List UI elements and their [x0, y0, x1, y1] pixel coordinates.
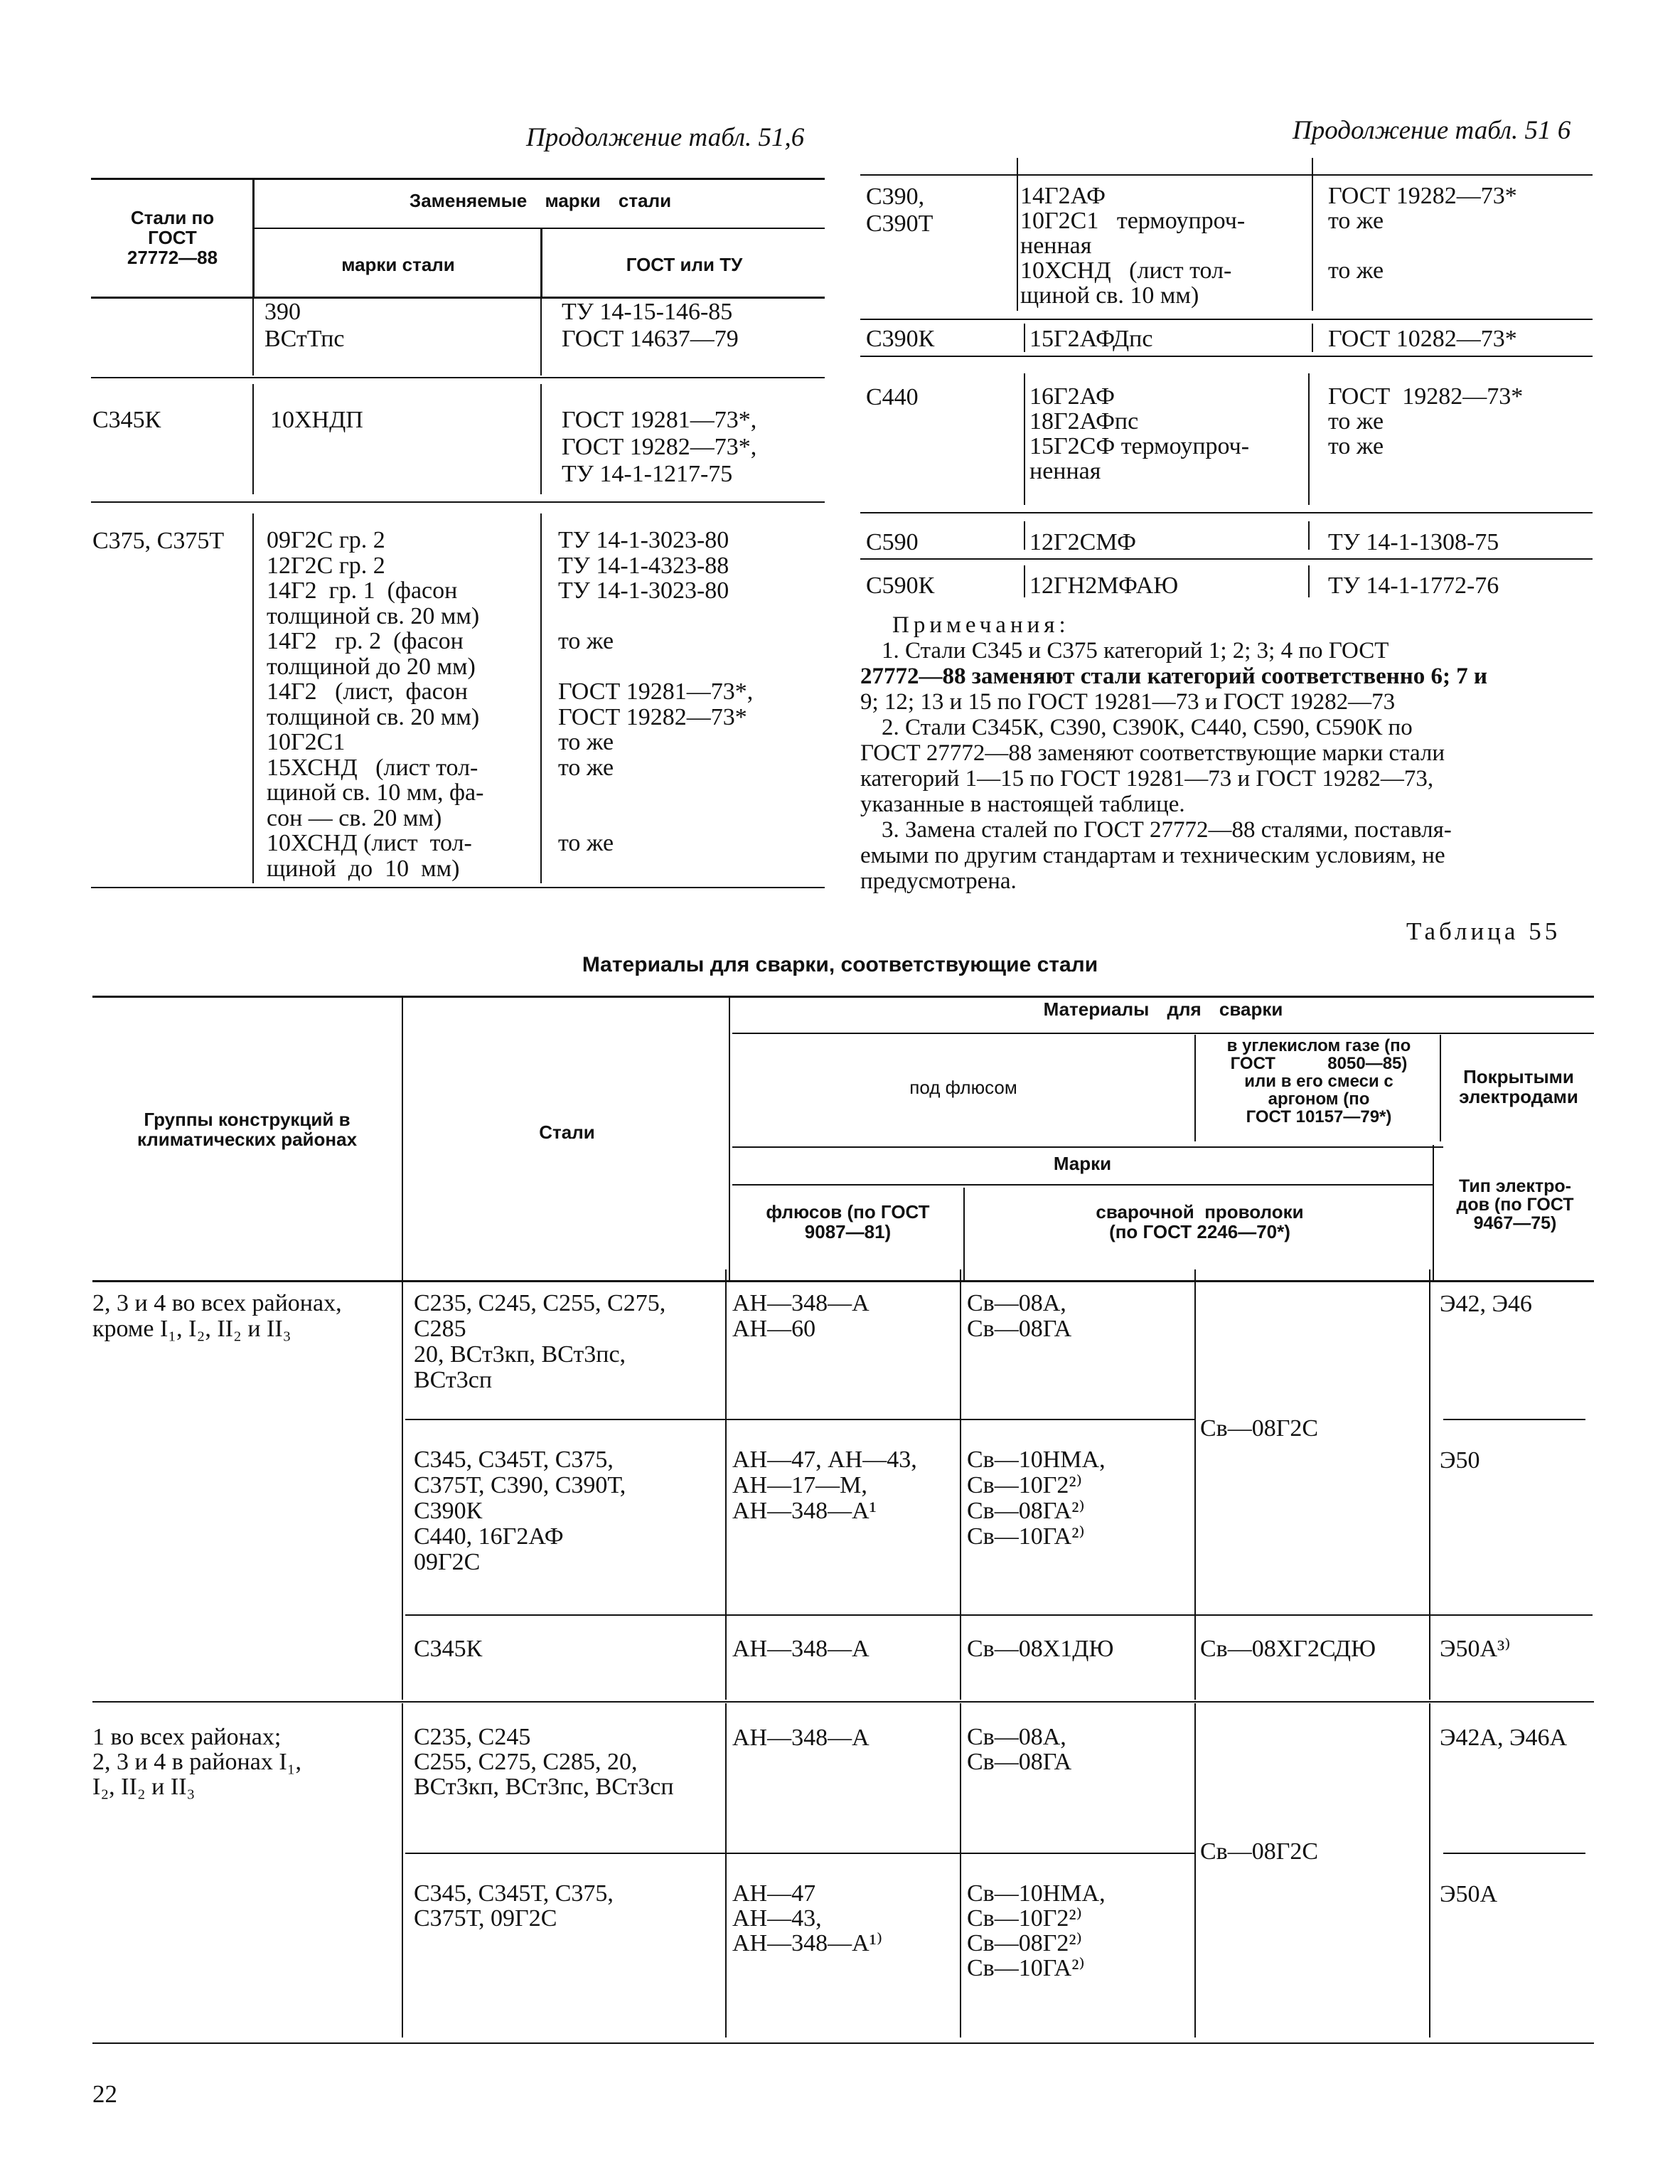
page-number: 22: [92, 2080, 117, 2108]
rule: [252, 384, 254, 494]
table-cell: ГОСТ 19282—73* то же то же: [1328, 383, 1524, 459]
header-flux: флюсов (по ГОСТ 9087—81): [766, 1201, 930, 1242]
rule: [1429, 1269, 1430, 1700]
table-cell: ГОСТ 10282—73*: [1328, 326, 1517, 352]
rule: [402, 996, 403, 1280]
table-cell: С390, С390Т: [866, 183, 933, 237]
rule: [540, 297, 542, 375]
rule: [91, 501, 825, 503]
table-cell: ТУ 14-1-1308-75: [1328, 529, 1499, 555]
table-cell: С345К: [414, 1636, 483, 1662]
rule: [92, 996, 1594, 998]
header-wire: сварочной проволоки (по ГОСТ 2246—70*): [1096, 1201, 1304, 1242]
table-cell: Св—10НМА, Св—10Г2²⁾ Св—08Г2²⁾ Св—10ГА²⁾: [967, 1880, 1106, 1981]
rule: [732, 1146, 1443, 1148]
rule: [860, 319, 1593, 320]
header-groups: Группы конструкций в климатических районах: [137, 1109, 358, 1150]
rule: [540, 513, 542, 883]
rule: [405, 1419, 1194, 1420]
header-electrode-type: Тип электро- дов (по ГОСТ 9467—75): [1456, 1176, 1574, 1233]
continuation-title-left: Продолжение табл. 51,6: [526, 123, 805, 152]
table-cell: АН—348—А: [732, 1636, 870, 1662]
header-replaced-grades: Заменяемые марки стали: [409, 190, 672, 211]
rule: [92, 2042, 1594, 2044]
rule: [402, 1703, 403, 2037]
table-cell: ТУ 14-1-1772-76: [1328, 572, 1499, 599]
rule: [732, 1184, 1433, 1186]
note-line: 27772—88 заменяют стали категорий соответственно 6; 7 и: [860, 664, 1487, 689]
table-cell: Э42, Э46: [1440, 1291, 1532, 1317]
rule: [725, 1269, 727, 1700]
header-steels: Стали: [539, 1122, 595, 1143]
table-cell: Э42А, Э46А: [1440, 1725, 1567, 1751]
header-gost-tu: ГОСТ или ТУ: [626, 254, 743, 275]
table-cell: 16Г2АФ 18Г2АФпс 15Г2СФ термоупроч- ненная: [1029, 383, 1250, 484]
table-cell: ТУ 14-15-146-85 ГОСТ 14637—79: [562, 299, 739, 352]
rule: [91, 377, 825, 378]
rule: [1308, 565, 1310, 597]
rule: [860, 558, 1593, 560]
table-cell: Э50: [1440, 1447, 1480, 1474]
rule: [92, 1701, 1594, 1703]
notes-title: Примечания:: [892, 612, 1070, 638]
rule: [1194, 1035, 1196, 1141]
table-cell: 14Г2АФ 10Г2С1 термоупроч- ненная 10ХСНД (лист тол- щиной св. 10 мм): [1020, 183, 1246, 309]
table-cell: ГОСТ 19282—73* то же то же: [1328, 183, 1517, 284]
table-cell: Св—08А, Св—08ГА: [967, 1724, 1072, 1775]
rule: [960, 1269, 961, 1700]
table-cell: Св—08А, Св—08ГА: [967, 1290, 1072, 1342]
rule: [252, 228, 825, 229]
table-cell: ТУ 14-1-3023-80 ТУ 14-1-4323-88 ТУ 14-1-3023-80 то же ГОСТ 19281—73*, ГОСТ 19282—73* то же то же то же: [558, 527, 754, 856]
header-under-flux: под флюсом: [909, 1077, 1017, 1098]
table-cell: АН—47 АН—43, АН—348—А¹⁾: [732, 1880, 883, 1956]
rule: [1024, 521, 1025, 550]
table-cell: 15Г2АФДпс: [1029, 326, 1153, 352]
rule: [725, 1703, 727, 2037]
rule: [1443, 1419, 1585, 1420]
header-coated: Покрытыми электродами: [1459, 1066, 1578, 1107]
header-steel-gost: Стали по ГОСТ 27772—88: [127, 207, 218, 268]
rule: [732, 1033, 1594, 1034]
rule: [963, 1188, 965, 1280]
table-cell: С235, С245, С255, С275, С285 20, ВСт3кп, ВСт3пс, ВСт3сп: [414, 1290, 666, 1393]
rule: [1194, 1269, 1196, 1700]
table-cell: 12Г2СМФ: [1029, 529, 1136, 555]
rule: [860, 512, 1593, 513]
table-cell: 390 ВСтТпс: [264, 299, 345, 352]
rule: [1308, 373, 1310, 505]
rule: [252, 178, 255, 297]
table-cell: АН—348—А АН—60: [732, 1290, 870, 1342]
table-label: Таблица 55: [1406, 917, 1561, 945]
table-cell: С345, С345Т, С375, С375Т, 09Г2С: [414, 1880, 614, 1932]
note-line: 2. Стали С345К, С390, С390К, С440, С590, С590К по: [882, 715, 1413, 740]
table-cell: АН—47, АН—43, АН—17—М, АН—348—А¹: [732, 1447, 917, 1524]
rule: [1024, 373, 1025, 505]
note-line: ГОСТ 27772—88 заменяют соответствующие марки стали: [860, 740, 1445, 766]
note-line: емыми по другим стандартам и техническим условиям, не: [860, 843, 1445, 868]
header-marks: Марки: [1053, 1153, 1112, 1174]
table-cell: С375, С375Т: [92, 528, 225, 554]
table-cell: 09Г2С гр. 2 12Г2С гр. 2 14Г2 гр. 1 (фасон толщиной св. 20 мм) 14Г2 гр. 2 (фасон толщиной до 20 мм) 14Г2 (лист, фасон толщиной св. 20 мм) 10Г2С1 15ХСНД (лист тол- щиной св. 10 мм, фа- сон — св. 20 мм) 10ХСНД (лист тол- щиной до 10 мм): [267, 527, 484, 882]
table-cell: Св—08Х1ДЮ: [967, 1636, 1114, 1662]
table-cell: С590К: [866, 572, 935, 599]
rule: [1312, 158, 1313, 311]
header-co2: в углекислом газе (по ГОСТ 8050—85) или в его смеси с аргоном (по ГОСТ 10157—79*): [1226, 1036, 1411, 1126]
table-cell: С345, С345Т, С375, С375Т, С390, С390Т, С390К С440, 16Г2АФ 09Г2С: [414, 1447, 626, 1575]
rule: [860, 356, 1593, 357]
rule: [1440, 1035, 1441, 1141]
table-cell: С345К: [92, 407, 161, 433]
rule: [729, 996, 730, 1280]
rule: [405, 1614, 1593, 1616]
table-cell: 10ХНДП: [270, 407, 363, 433]
rule: [1312, 324, 1313, 352]
rule: [960, 1703, 961, 2037]
rule: [1308, 521, 1310, 550]
table-cell: С590: [866, 529, 919, 555]
group-cell: 1 во всех районах; 2, 3 и 4 в районах I₁, I₂, II₂ и II₃: [92, 1724, 301, 1800]
table-cell: С390К: [866, 326, 935, 352]
rule: [1429, 1703, 1430, 2037]
table-cell: Св—08Г2С: [1200, 1838, 1319, 1865]
table-cell: АН—348—А: [732, 1725, 870, 1751]
continuation-title-right: Продолжение табл. 51 6: [1293, 116, 1571, 145]
rule: [540, 384, 542, 494]
rule: [252, 297, 254, 375]
rule: [92, 1280, 1594, 1282]
rule: [91, 178, 825, 180]
rule: [540, 229, 542, 297]
rule: [252, 513, 254, 883]
table-cell: Св—10НМА, Св—10Г2²⁾ Св—08ГА²⁾ Св—10ГА²⁾: [967, 1447, 1106, 1550]
table-cell: С440: [866, 384, 919, 410]
table-cell: Э50А: [1440, 1881, 1497, 1907]
header-grades: марки стали: [341, 254, 455, 275]
note-line: 9; 12; 13 и 15 по ГОСТ 19281—73 и ГОСТ 19282—73: [860, 689, 1396, 715]
rule: [1433, 1145, 1434, 1280]
note-line: 3. Замена сталей по ГОСТ 27772—88 сталями, поставля-: [882, 817, 1452, 843]
table-cell: ГОСТ 19281—73*, ГОСТ 19282—73*, ТУ 14-1-1217-75: [562, 407, 757, 487]
table-title: Материалы для сварки, соответствующие стали: [582, 953, 1098, 976]
rule: [1024, 324, 1025, 352]
note-line: предусмотрена.: [860, 868, 1017, 894]
rule: [1443, 1853, 1585, 1854]
table-cell: Св—08Г2С: [1200, 1415, 1319, 1442]
note-line: указанные в настоящей таблице.: [860, 792, 1185, 817]
group-cell: 2, 3 и 4 во всех районах, кроме I₁, I₂, II₂ и II₃: [92, 1290, 342, 1342]
note-line: 1. Стали С345 и С375 категорий 1; 2; 3; 4 по ГОСТ: [882, 638, 1389, 664]
table-cell: С235, С245 С255, С275, С285, 20, ВСт3кп, ВСт3пс, ВСт3сп: [414, 1724, 674, 1800]
rule: [402, 1269, 403, 1700]
table-cell: Св—08ХГ2СДЮ: [1200, 1636, 1376, 1662]
rule: [91, 887, 825, 888]
rule: [860, 174, 1593, 176]
rule: [1017, 158, 1018, 311]
note-line: категорий 1—15 по ГОСТ 19281—73 и ГОСТ 19282—73,: [860, 766, 1434, 792]
table-cell: Э50А³⁾: [1440, 1636, 1511, 1662]
table-cell: 12ГН2МФАЮ: [1029, 572, 1179, 599]
rule: [1024, 565, 1025, 597]
rule: [1194, 1703, 1196, 2037]
rule: [405, 1853, 1194, 1854]
header-welding-materials: Материалы для сварки: [1043, 998, 1283, 1020]
